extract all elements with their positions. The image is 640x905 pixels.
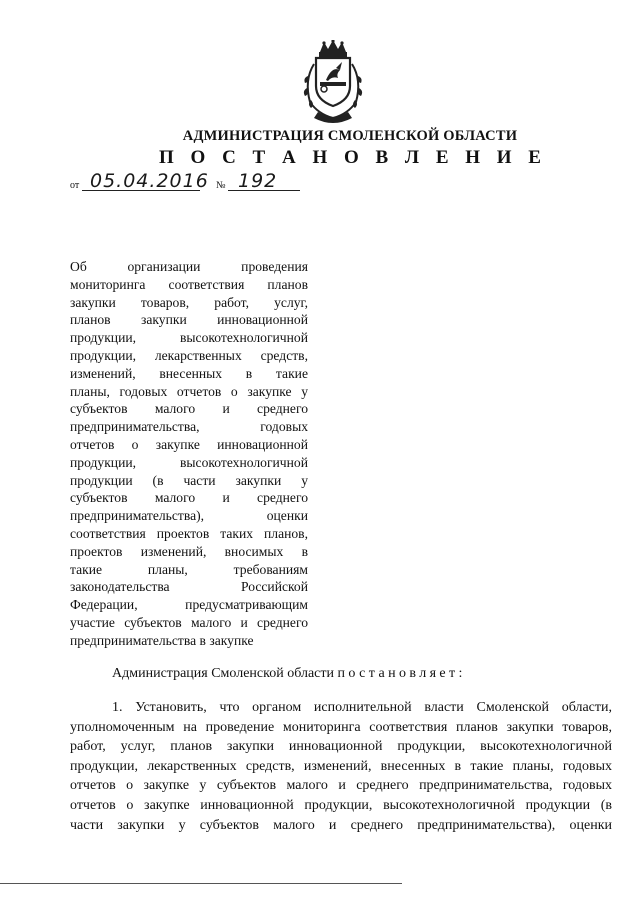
subject-line: субъектов малого и среднего [70, 490, 308, 506]
subject-line: продукции, высокотехнологичной [70, 330, 308, 346]
subject-line: соответствия проектов таких планов, [70, 525, 308, 541]
subject-line: планы, годовых отчетов о закупке у [70, 383, 308, 399]
document-subject [70, 258, 308, 650]
subject-line: проектов изменений, вносимых в [70, 543, 308, 559]
document-type-title: П О С Т А Н О В Л Е Н И Е [159, 147, 547, 168]
coat-of-arms-emblem [298, 40, 368, 124]
body-line: работ, услуг, планов закупки инновационной продукции, высокотехнологичной [70, 739, 612, 755]
subject-line: планов закупки инновационной [70, 312, 308, 328]
preamble [112, 666, 466, 682]
subject-line: отчетов о закупке инновационной [70, 436, 308, 452]
number-prefix-label: № [216, 180, 226, 191]
subject-line: Федерации, предусматривающим [70, 597, 308, 613]
subject-line: мониторинга соответствия планов [70, 276, 308, 292]
preamble-text: Администрация Смоленской области [112, 666, 335, 681]
body-paragraph [70, 698, 612, 835]
date-number-line [70, 170, 320, 196]
body-line: отчетов о закупке у субъектов малого и среднего предпринимательства, годовых [70, 778, 612, 794]
body-line: продукции, лекарственных средств, изменений, внесенных в такие планы, годовых [70, 758, 612, 774]
footer-divider [0, 883, 402, 884]
subject-line: участие субъектов малого и среднего [70, 614, 308, 630]
number-handwritten: 192 [238, 170, 278, 192]
subject-line: субъектов малого и среднего [70, 401, 308, 417]
subject-line: предпринимательства), оценки [70, 508, 308, 524]
body-line: 1. Установить, что органом исполнительной власти Смоленской области, [112, 700, 612, 715]
subject-line: законодательства Российской [70, 579, 308, 595]
subject-line: закупки товаров, работ, услуг, [70, 294, 308, 310]
subject-line: изменений, внесенных в такие [70, 365, 308, 381]
date-handwritten: 05.04.2016 [90, 170, 209, 192]
subject-line: предпринимательства в закупке [70, 632, 254, 648]
body-line: отчетов о закупке инновационной продукции, высокотехнологичной продукции (в [70, 797, 612, 813]
subject-line: продукции, высокотехнологичной [70, 454, 308, 470]
subject-line: такие планы, требованиям [70, 561, 308, 577]
subject-line: продукции, лекарственных средств, [70, 347, 308, 363]
subject-line: предпринимательства, годовых [70, 419, 308, 435]
subject-line: Об организации проведения [70, 259, 308, 274]
preamble-verb: постановляет: [337, 666, 466, 681]
body-line: уполномоченным на проведение мониторинга соответствия планов закупки товаров, [70, 719, 612, 735]
organization-name: АДМИНИСТРАЦИЯ СМОЛЕНСКОЙ ОБЛАСТИ [182, 128, 518, 144]
date-prefix-label: от [70, 180, 80, 191]
body-line: части закупки у субъектов малого и среднего предпринимательства), оценки [70, 817, 612, 833]
subject-line: продукции (в части закупки у [70, 472, 308, 488]
